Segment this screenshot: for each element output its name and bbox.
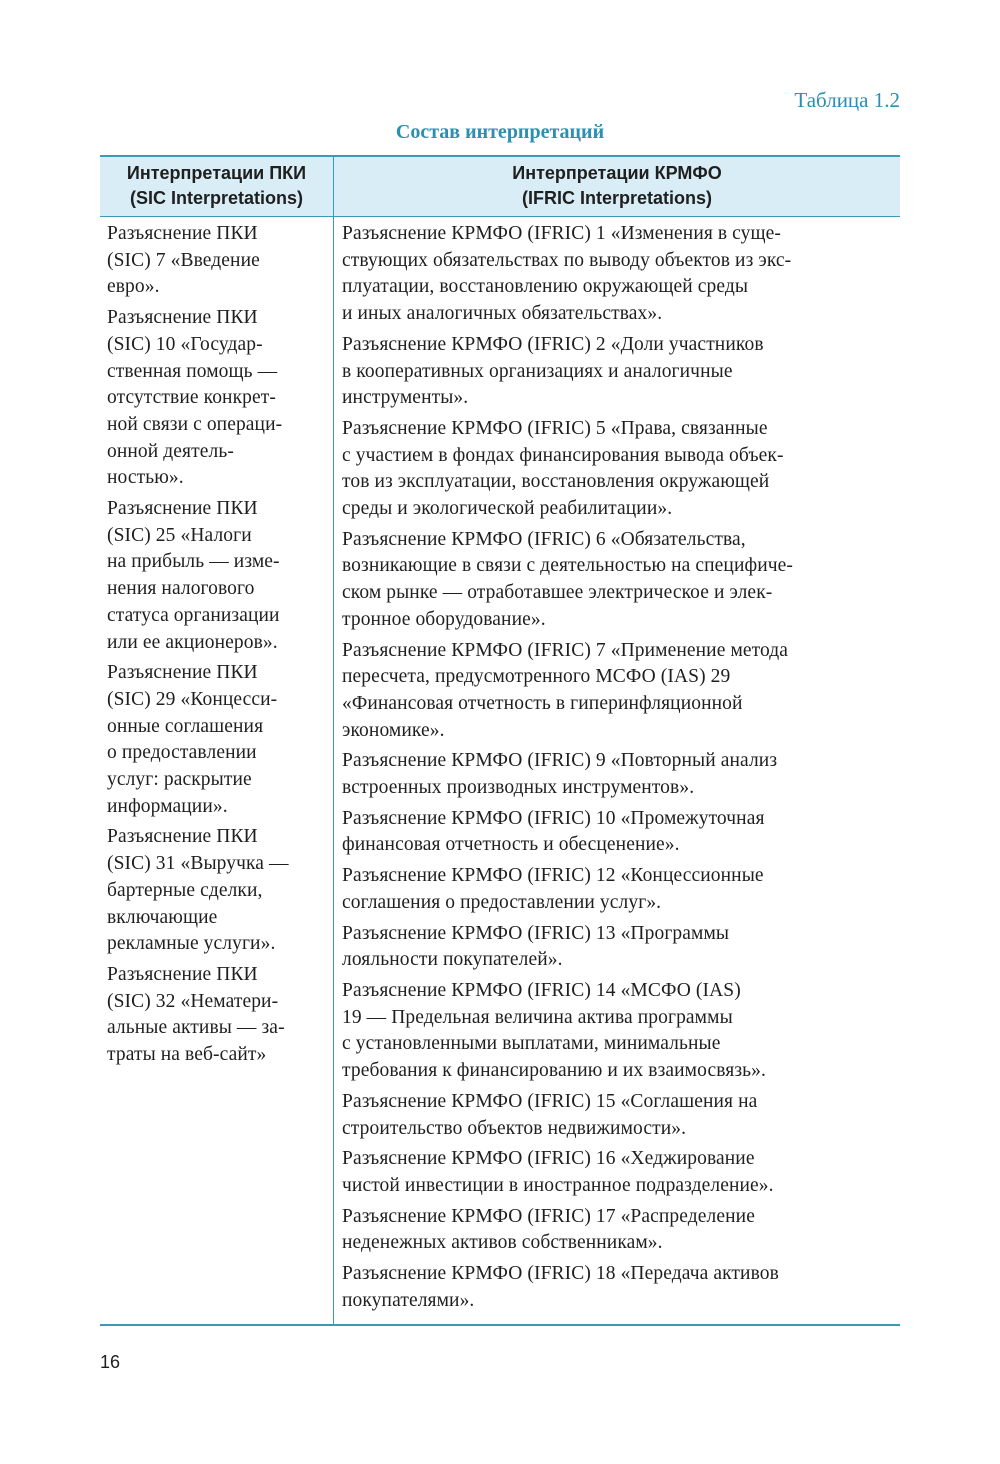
sic-entry-line: Разъяснение ПКИ	[107, 662, 258, 684]
ifric-entry-line: возникающие в связи с деятельностью на специфиче-	[342, 555, 794, 577]
table-header	[100, 157, 900, 217]
sic-entry-line: (SIC) 32 «Нематери-	[107, 990, 279, 1012]
ifric-entry-line: соглашения о предоставлении услуг».	[342, 891, 662, 913]
ifric-entry-line: Разъяснение КРМФО (IFRIC) 18 «Передача активов	[342, 1263, 779, 1285]
ifric-entry-line: «Финансовая отчетность в гиперинфляционной	[342, 692, 743, 714]
ifric-entry-line: плуатации, восстановлению окружающей среды	[342, 276, 749, 298]
sic-entry-line: на прибыль — изме-	[107, 551, 280, 573]
sic-entry-line: (SIC) 31 «Выручка —	[107, 853, 289, 875]
ifric-entry-line: инструменты».	[342, 387, 469, 409]
ifric-entry	[342, 921, 896, 974]
header-ifric-line: Интерпретации КРМФО	[512, 163, 722, 183]
sic-entry-line: Разъяснение ПКИ	[107, 826, 258, 848]
ifric-entry	[342, 221, 896, 328]
sic-entry	[107, 962, 329, 1069]
ifric-entry-line: ствующих обязательствах по выводу объектов из экс-	[342, 249, 792, 271]
sic-entry	[107, 824, 329, 958]
ifric-entry-line: Разъяснение КРМФО (IFRIC) 14 «МСФО (IAS)	[342, 979, 741, 1001]
ifric-entry	[342, 1089, 896, 1142]
sic-entry-line: включающие	[107, 906, 218, 928]
sic-entry-line: или ее акционеров».	[107, 631, 278, 653]
sic-entry-line: статуса организации	[107, 604, 280, 626]
sic-entry-line: нения налогового	[107, 578, 255, 600]
ifric-entry-line: чистой инвестиции в иностранное подразделение».	[342, 1174, 774, 1196]
ifric-entry-line: экономике».	[342, 719, 445, 741]
ifric-entry-line: Разъяснение КРМФО (IFRIC) 17 «Распределение	[342, 1205, 755, 1227]
ifric-entry-line: неденежных активов собственникам».	[342, 1232, 663, 1254]
ifric-entry-line: Разъяснение КРМФО (IFRIC) 6 «Обязательства,	[342, 528, 746, 550]
ifric-entry-line: и иных аналогичных обязательствах».	[342, 303, 663, 325]
sic-entry-line: ной связи с операци-	[107, 413, 283, 435]
ifric-entry-line: Разъяснение КРМФО (IFRIC) 12 «Концессионные	[342, 865, 764, 887]
sic-entry-line: бартерные сделки,	[107, 879, 263, 901]
ifric-entry-line: Разъяснение КРМФО (IFRIC) 10 «Промежуточная	[342, 807, 765, 829]
sic-entry-line: информации».	[107, 795, 228, 817]
ifric-entry	[342, 863, 896, 916]
header-sic-line: Интерпретации ПКИ	[126, 163, 307, 183]
page-number: 16	[100, 1352, 121, 1372]
ifric-entry-line: 19 — Предельная величина актива программы	[342, 1006, 733, 1028]
ifric-entry-line: Разъяснение КРМФО (IFRIC) 5 «Права, связанные	[342, 417, 768, 439]
sic-entry-line: (SIC) 25 «Налоги	[107, 524, 252, 546]
ifric-entry	[342, 978, 896, 1085]
header-sic	[100, 157, 334, 216]
sic-entry-line: онной деятель-	[107, 440, 234, 462]
ifric-column	[334, 217, 900, 1324]
ifric-entry	[342, 332, 896, 412]
sic-entry-line: отсутствие конкрет-	[107, 387, 276, 409]
sic-entry-line: (SIC) 7 «Введение	[107, 249, 260, 271]
interpretations-table	[100, 155, 900, 1326]
ifric-entry-line: Разъяснение КРМФО (IFRIC) 9 «Повторный анализ	[342, 750, 778, 772]
ifric-entry	[342, 527, 896, 634]
ifric-entry-line: Разъяснение КРМФО (IFRIC) 15 «Соглашения на	[342, 1090, 758, 1112]
ifric-entry-line: среды и экологической реабилитации».	[342, 498, 673, 520]
ifric-entry-line: ском рынке — отработавшее электрическое и элек-	[342, 582, 773, 604]
header-sic-line: (SIC Interpretations)	[129, 188, 303, 208]
ifric-entry-line: Разъяснение КРМФО (IFRIC) 2 «Доли участников	[342, 333, 764, 355]
sic-entry-line: Разъяснение ПКИ	[107, 223, 258, 244]
sic-entry	[107, 305, 329, 492]
ifric-entry	[342, 416, 896, 523]
table-title: Состав интерпретаций	[395, 121, 605, 143]
ifric-entry-line: с участием в фондах финансирования вывода объек-	[342, 444, 784, 466]
sic-entry-line: Разъяснение ПКИ	[107, 963, 258, 985]
ifric-entry-line: Разъяснение КРМФО (IFRIC) 16 «Хеджирование	[342, 1148, 755, 1170]
ifric-entry-line: покупателями».	[342, 1289, 475, 1311]
sic-entry-line: ностью».	[107, 467, 184, 489]
sic-entry-line: онные соглашения	[107, 715, 264, 737]
sic-entry-line: евро».	[107, 276, 160, 298]
ifric-entry-line: требования к финансированию и их взаимосвязь».	[342, 1060, 766, 1082]
sic-entry-line: (SIC) 10 «Государ-	[107, 333, 263, 355]
ifric-entry-line: Разъяснение КРМФО (IFRIC) 7 «Применение метода	[342, 639, 789, 661]
sic-entry-line: ственная помощь —	[107, 360, 278, 382]
sic-entry	[107, 496, 329, 656]
sic-entry-line: о предоставлении	[107, 742, 257, 764]
header-ifric-line: (IFRIC Interpretations)	[521, 188, 712, 208]
sic-entry-line: Разъяснение ПКИ	[107, 498, 258, 520]
ifric-entry	[342, 1261, 896, 1314]
ifric-entry-line: с установленными выплатами, минимальные	[342, 1033, 721, 1055]
table-label: Таблица 1.2	[794, 88, 900, 112]
ifric-entry	[342, 1146, 896, 1199]
ifric-entry	[342, 748, 896, 801]
ifric-entry-line: пересчета, предусмотренного МСФО (IAS) 29	[342, 666, 731, 688]
sic-entry-line: (SIC) 29 «Концесси-	[107, 688, 278, 710]
header-ifric	[334, 157, 900, 216]
ifric-entry-line: Разъяснение КРМФО (IFRIC) 13 «Программы	[342, 922, 730, 944]
table-body	[100, 217, 900, 1324]
ifric-entry-line: Разъяснение КРМФО (IFRIC) 1 «Изменения в суще-	[342, 223, 781, 244]
ifric-entry	[342, 806, 896, 859]
sic-column	[100, 217, 334, 1324]
ifric-entry-line: тронное оборудование».	[342, 608, 546, 630]
ifric-entry-line: встроенных производных инструментов».	[342, 777, 695, 799]
sic-entry-line: услуг: раскрытие	[107, 769, 252, 791]
ifric-entry-line: лояльности покупателей».	[342, 949, 563, 971]
ifric-entry-line: тов из эксплуатации, восстановления окружающей	[342, 471, 770, 493]
ifric-entry	[342, 1204, 896, 1257]
ifric-entry-line: финансовая отчетность и обесценение».	[342, 834, 680, 856]
ifric-entry	[342, 638, 896, 745]
sic-entry	[107, 221, 329, 301]
sic-entry-line: альные активы — за-	[107, 1017, 285, 1039]
ifric-entry-line: строительство объектов недвижимости».	[342, 1117, 687, 1139]
sic-entry-line: рекламные услуги».	[107, 933, 276, 955]
sic-entry-line: Разъяснение ПКИ	[107, 307, 258, 329]
ifric-entry-line: в кооперативных организациях и аналогичные	[342, 360, 733, 382]
sic-entry-line: траты на веб-сайт»	[107, 1044, 267, 1066]
sic-entry	[107, 660, 329, 820]
